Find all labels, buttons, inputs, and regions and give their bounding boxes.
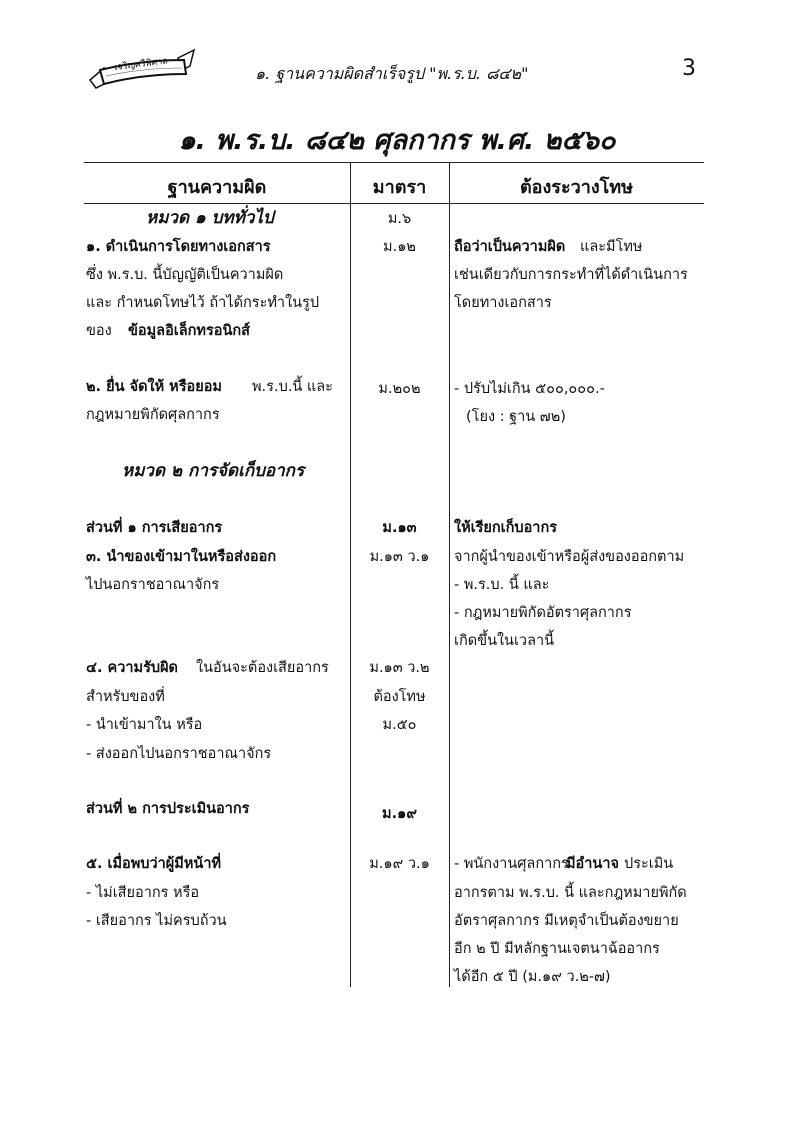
section-ref: ม.๒๐๒ <box>378 381 421 397</box>
offense-line: - ส่งออกไปนอกราชอาณาจักร <box>86 746 272 762</box>
chapter-heading: หมวด ๒ การจัดเก็บอากร <box>122 461 305 481</box>
offense-line: ในอันจะต้องเสียอากร <box>196 660 329 676</box>
offense-line: - เสียอากร ไม่ครบถ้วน <box>86 913 227 929</box>
penalty-text: และมีโทษ <box>580 239 643 255</box>
penalty-text-bold: มีอำนาจ <box>566 856 619 872</box>
penalty-text-bold: ถือว่าเป็นความผิด <box>454 239 566 255</box>
running-header: ๑. ฐานความผิดสำเร็จรูป "พ.ร.บ. ๘๔๒" <box>255 64 529 83</box>
offense-title: ๒. ยื่น จัดให้ หรือยอม <box>86 379 222 395</box>
penalty-text: จากผู้นำของเข้าหรือผู้ส่งของออกตาม <box>454 549 685 565</box>
penalty-text: - ปรับไม่เกิน ๕๐๐,๐๐๐.- <box>454 381 605 397</box>
offense-title: ๑. ดำเนินการโดยทางเอกสาร <box>86 239 271 255</box>
column-header-section: มาตรา <box>372 177 427 198</box>
offense-line-bold: ข้อมูลอิเล็กทรอนิกส์ <box>128 323 250 339</box>
penalty-text: - กฎหมายพิกัดอัตราศุลกากร <box>454 605 632 621</box>
section-ref: ม.๑๙ <box>382 806 417 822</box>
offense-line: - ไม่เสียอากร หรือ <box>86 885 200 901</box>
part-heading: ส่วนที่ ๑ การเสียอากร <box>86 520 223 536</box>
penalty-text: โดยทางเอกสาร <box>454 295 552 311</box>
table-header-rule <box>84 203 704 204</box>
section-ref: ม.๖ <box>387 211 412 227</box>
offense-line: สำหรับของที่ <box>86 689 165 705</box>
offense-line: ไปนอกราชอาณาจักร <box>86 577 220 593</box>
offense-line: พ.ร.บ.นี้ และ <box>252 379 333 395</box>
offense-line: - นำเข้ามาใน หรือ <box>86 717 203 733</box>
page-number: 3 <box>682 56 696 81</box>
column-divider <box>449 162 450 987</box>
penalty-text: - พนักงานศุลกากร <box>454 856 569 872</box>
offense-line: และ กำหนดโทษไว้ ถ้าได้กระทำในรูป <box>86 295 320 311</box>
section-ref: ม.๑๓ <box>382 520 417 536</box>
offense-title: ๕. เมื่อพบว่าผู้มีหน้าที่ <box>86 856 222 872</box>
section-ref: ม.๑๙ ว.๑ <box>369 856 430 872</box>
section-ref: ม.๑๒ <box>383 239 416 255</box>
logo-text: เจริญศรีพิศาล <box>113 56 169 73</box>
chapter-heading: หมวด ๑ บททั่วไป <box>146 208 274 228</box>
offense-title: ๔. ความรับผิด <box>86 660 178 676</box>
penalty-text: ประเมิน <box>624 856 674 872</box>
column-header-offense: ฐานความผิด <box>167 177 267 198</box>
offense-line: ของ <box>86 323 112 339</box>
section-ref: ม.๑๓ ว.๑ <box>369 549 430 565</box>
penalty-text: (โยง : ฐาน ๗๒) <box>466 409 566 425</box>
offense-line: กฎหมายพิกัดศุลกากร <box>86 407 220 423</box>
penalty-text: เช่นเดียวกับการกระทำที่ได้ดำเนินการ <box>454 267 688 283</box>
part-heading: ส่วนที่ ๒ การประเมินอากร <box>86 801 250 817</box>
section-ref: ต้องโทษ <box>373 689 426 705</box>
penalty-text: - พ.ร.บ. นี้ และ <box>454 577 550 593</box>
offense-title: ๓. นำของเข้ามาในหรือส่งออก <box>86 549 277 565</box>
penalty-text: อีก ๒ ปี มีหลักฐานเจตนาฉ้ออากร <box>454 941 660 957</box>
column-header-penalty: ต้องระวางโทษ <box>519 177 634 198</box>
penalty-text: อากรตาม พ.ร.บ. นี้ และกฎหมายพิกัด <box>454 885 687 901</box>
section-ref: ม.๕๐ <box>382 717 417 733</box>
penalty-text: ได้อีก ๕ ปี (ม.๑๙ ว.๒-๗) <box>454 969 611 985</box>
page-title: ๑. พ.ร.บ. ๘๔๒ ศุลกากร พ.ศ. ๒๕๖๐ <box>178 125 616 156</box>
penalty-text: อัตราศุลกากร มีเหตุจำเป็นต้องขยาย <box>454 913 679 929</box>
penalty-text-bold: ให้เรียกเก็บอากร <box>454 520 558 536</box>
table-top-rule <box>84 162 704 163</box>
penalty-text: เกิดขึ้นในเวลานี้ <box>454 633 555 649</box>
offense-line: ซึ่ง พ.ร.บ. นี้บัญญัติเป็นความผิด <box>86 267 284 283</box>
section-ref: ม.๑๓ ว.๒ <box>369 660 430 676</box>
